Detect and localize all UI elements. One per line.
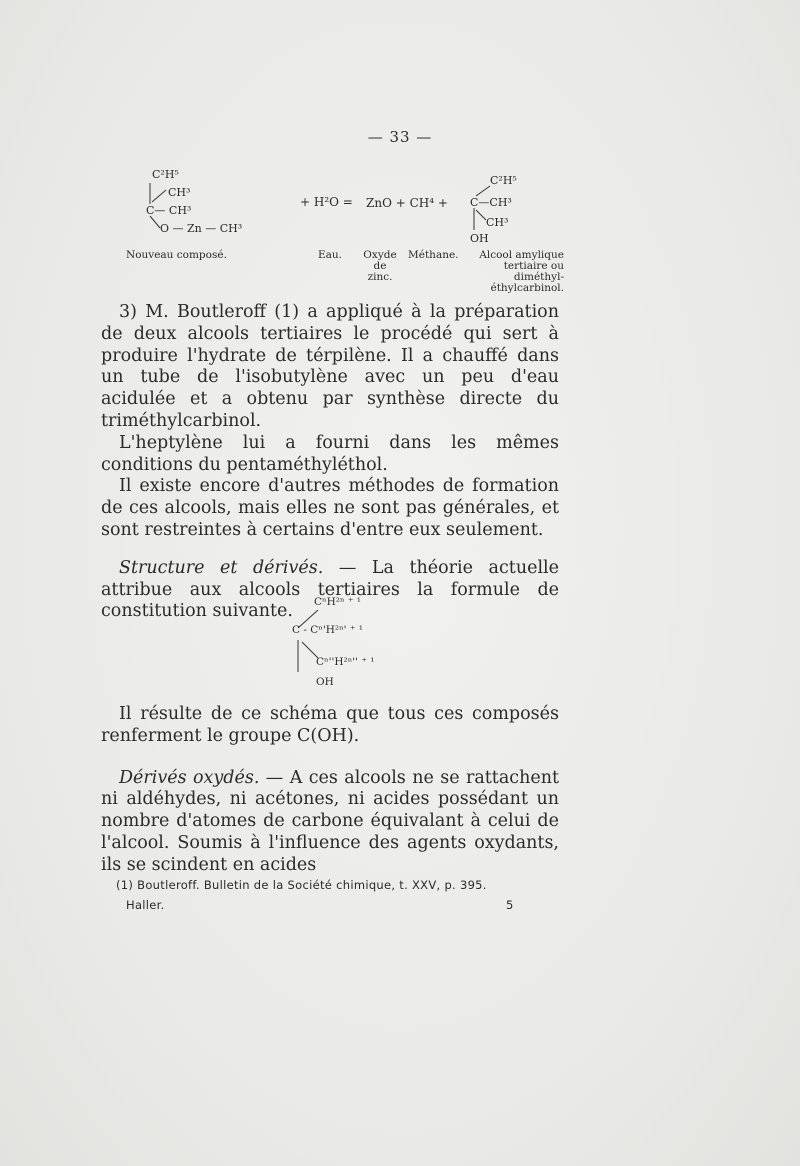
signature-number: 5 [506,898,514,912]
eq-plus-water: + H²O = [300,195,353,209]
caption-new-compound: Nouveau composé. [126,249,227,261]
eq-left-ch3: CH³ [168,186,191,199]
eq-right-c2h5: C²H⁵ [490,174,517,187]
eq-left-o-zn: O — Zn — CH³ [160,222,243,235]
signature: Haller. [126,898,165,912]
struct-oh: OH [316,676,334,688]
caption-zinc-oxide: Oxyde de zinc. [363,249,397,283]
struct-middle: C - Cⁿ'H²ⁿ' ⁺ ¹ [292,624,363,636]
eq-right-oh: OH [470,232,489,245]
paragraph-heptylene: L'heptylène lui a fourni dans les mêmes conditions du pentaméthyléthol. [101,432,559,475]
caption-methane: Méthane. [408,249,459,261]
caption-alcohol: Alcool amylique tertiaire ou diméthyl- éthylcarbinol. [479,249,564,294]
page-number: — 33 — [367,128,433,146]
eq-products: ZnO + CH⁴ + [366,196,448,210]
heading-oxidized: Dérivés oxydés. [119,767,260,788]
eq-right-c-ch3: C—CH³ [470,196,512,209]
paragraph-schema: Il résulte de ce schéma que tous ces composés renferment le groupe C(OH). [101,704,559,746]
text-block-1 [101,302,559,623]
caption-water: Eau. [318,249,343,261]
struct-bottom: Cⁿ''H²ⁿ'' ⁺ ¹ [316,656,375,668]
eq-right-ch3: CH³ [486,216,509,229]
text-block-2 [101,704,559,877]
paragraph-other-methods: Il existe encore d'autres méthodes de formation de ces alcools, mais elles ne sont pas générales, et sont restreintes à certains d'entre eux seulement. [101,476,559,540]
paragraph-oxidized: Dérivés oxydés. — A ces alcools ne se rattachent ni aldéhydes, ni acétones, ni acides possédant un nombre d'atomes de carbone équivalant à celui de l'alcool. Soumis à l'influence des agents oxydants, ils se scindent en acides [101,767,559,875]
paragraph-boutleroff: 3) M. Boutleroff (1) a appliqué à la préparation de deux alcools tertiaires le procédé qui sert à produire l'hydrate de térpilène. Il a chauffé dans un tube de l'isobutylène avec un peu d'eau acidulée et a obtenu par synthèse directe du triméthylcarbinol. [101,302,559,431]
footnote: (1) Boutleroff. Bulletin de la Société chimique, t. XXV, p. 395. [116,878,487,892]
paragraph-structure: Structure et dérivés. — La théorie actuelle attribue aux alcools tertiaires la formule de constitution suivante. [101,557,559,622]
eq-left-c2h5: C²H⁵ [152,168,179,181]
struct-top: CⁿH²ⁿ ⁺ ¹ [314,596,361,608]
heading-structure: Structure et dérivés. [119,557,324,578]
eq-left-c-ch3: C— CH³ [146,204,192,217]
